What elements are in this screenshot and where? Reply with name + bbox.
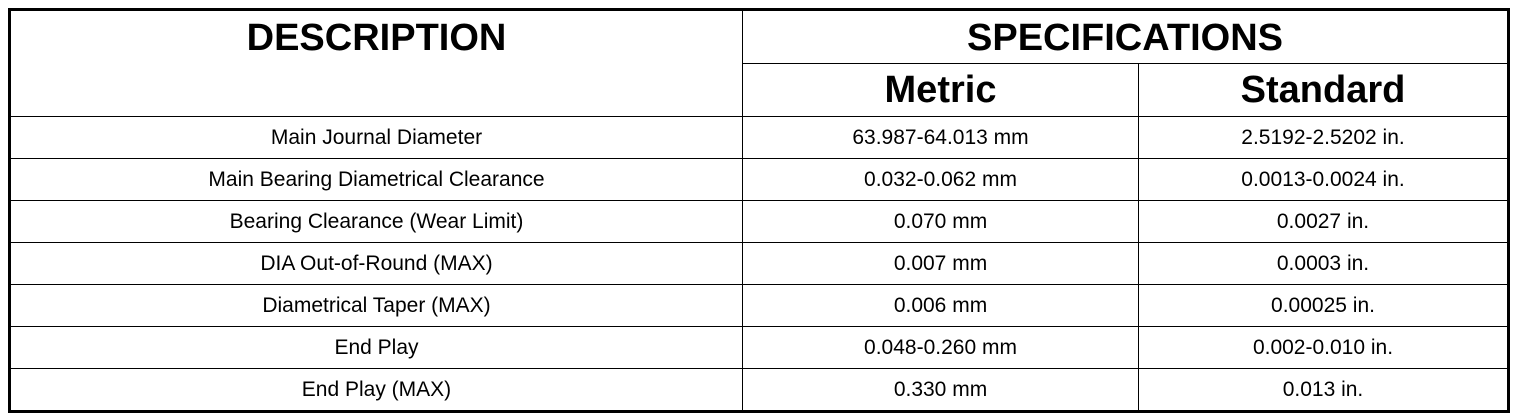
- table-row: [10, 369, 1509, 412]
- metric-cell: 0.007 mm: [743, 243, 1139, 285]
- table-row: [10, 117, 1509, 159]
- description-cell: Main Bearing Diametrical Clearance: [10, 159, 743, 201]
- metric-cell: 0.032-0.062 mm: [743, 159, 1139, 201]
- standard-cell: 0.0003 in.: [1139, 243, 1509, 285]
- metric-cell: 0.330 mm: [743, 369, 1139, 412]
- table-row: [10, 327, 1509, 369]
- specifications-table: [8, 8, 1510, 413]
- standard-cell: 0.013 in.: [1139, 369, 1509, 412]
- metric-cell: 0.006 mm: [743, 285, 1139, 327]
- table-row: [10, 243, 1509, 285]
- description-cell: Main Journal Diameter: [10, 117, 743, 159]
- metric-header: Metric: [743, 64, 1139, 117]
- table-row: [10, 285, 1509, 327]
- standard-cell: 0.0027 in.: [1139, 201, 1509, 243]
- description-cell: DIA Out-of-Round (MAX): [10, 243, 743, 285]
- description-cell: End Play: [10, 327, 743, 369]
- description-header: DESCRIPTION: [10, 10, 743, 117]
- description-cell: Diametrical Taper (MAX): [10, 285, 743, 327]
- standard-header: Standard: [1139, 64, 1509, 117]
- description-cell: End Play (MAX): [10, 369, 743, 412]
- metric-cell: 0.048-0.260 mm: [743, 327, 1139, 369]
- metric-cell: 0.070 mm: [743, 201, 1139, 243]
- metric-cell: 63.987-64.013 mm: [743, 117, 1139, 159]
- standard-cell: 2.5192-2.5202 in.: [1139, 117, 1509, 159]
- standard-cell: 0.00025 in.: [1139, 285, 1509, 327]
- standard-cell: 0.0013-0.0024 in.: [1139, 159, 1509, 201]
- table-row: [10, 201, 1509, 243]
- specifications-header: SPECIFICATIONS: [743, 10, 1509, 64]
- table-row: [10, 159, 1509, 201]
- description-cell: Bearing Clearance (Wear Limit): [10, 201, 743, 243]
- standard-cell: 0.002-0.010 in.: [1139, 327, 1509, 369]
